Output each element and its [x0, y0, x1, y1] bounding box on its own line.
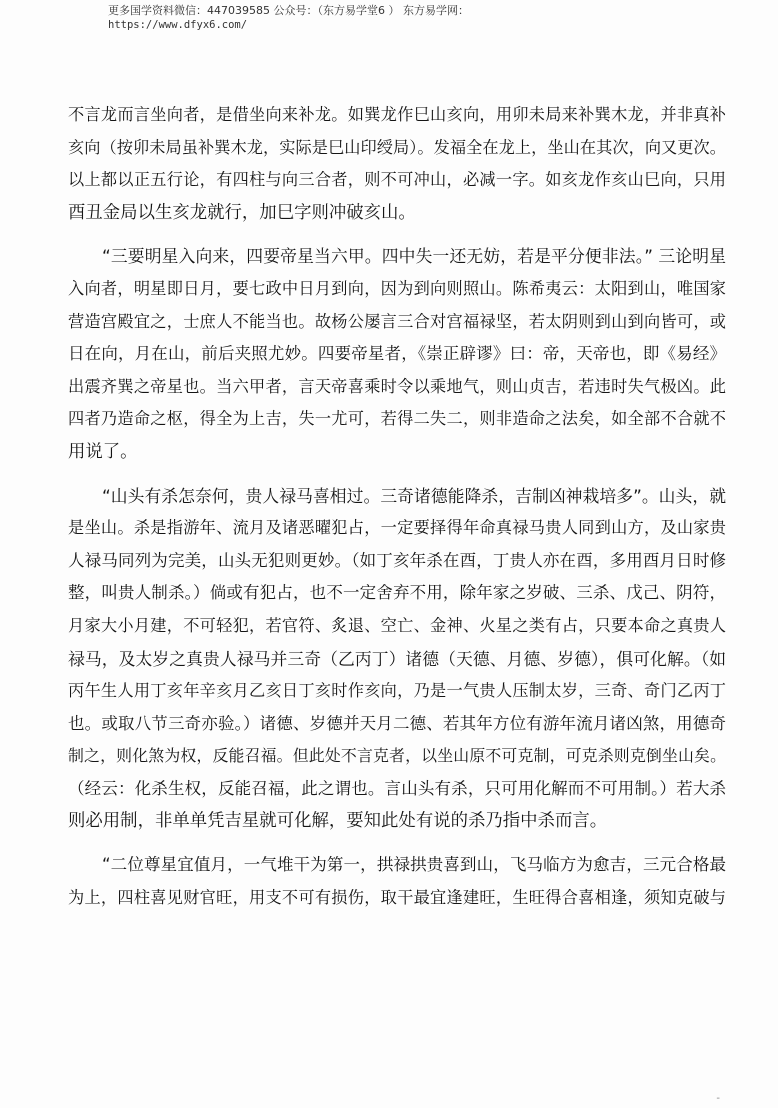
- text-line: 为上，四柱喜见财官旺，用支不可有损伤，取干最宜逢建旺，生旺得合喜相逢，须知克破与: [68, 887, 726, 907]
- paragraph: [68, 480, 726, 839]
- text-line: 月家大小月建，不可轻犯，若官符、炙退、空亡、金神、火星之类有占，只要本命之真贵人: [68, 615, 726, 635]
- text-line: 则必用制，非单单凭吉星就可化解，要知此处有说的杀乃指中杀而言。: [68, 811, 608, 832]
- text-line: 酉丑金局以生亥龙就行，加巳字则冲破亥山。: [68, 202, 416, 223]
- text-line: 丙午生人用丁亥年辛亥月乙亥日丁亥时作亥向，乃是一气贵人压制太岁，三奇、奇门乙丙丁: [68, 681, 726, 701]
- text-line: （经云：化杀生权，反能召福，此之谓也。言山头有杀，只可用化解而不可用制。）若大杀: [68, 778, 726, 798]
- text-line: “二位尊星宜值月，一气堆干为第一，拱禄拱贵喜到山，飞马临方为愈吉，三元合格最: [102, 855, 726, 875]
- text-line: 用说了。: [68, 441, 138, 462]
- text-line: 四者乃造命之枢，得全为上吉，失一尤可，若得二失二，则非造命之法矣，如全部不合就不: [68, 409, 726, 429]
- text-line: 是坐山。杀是指游年、流月及诸恶曜犯占，一定要择得年命真禄马贵人同到山方，及山家贵: [68, 518, 726, 538]
- text-line: 制之，则化煞为权，反能召福。但此处不言克者，以坐山原不可克制，可克杀则克倒坐山矣。: [68, 746, 726, 766]
- text-line: 亥向（按卯未局虽补巽木龙，实际是巳山印绶局）。发福全在龙上，坐山在其次，向又更次。: [68, 137, 726, 157]
- text-line: “三要明星入向来，四要帝星当六甲。四中失一还无妨，若是平分便非法。” 三论明星: [102, 246, 726, 267]
- text-line: 不言龙而言坐向者，是借坐向来补龙。如巽龙作巳山亥向，用卯未局来补巽木龙，并非真补: [68, 105, 726, 124]
- text-line: 人禄马同列为完美，山头无犯则更妙。（如丁亥年杀在酉，丁贵人亦在酉，多用酉月日时修: [68, 550, 726, 570]
- text-line: 出震齐巽之帝星也。当六甲者，言天帝喜乘时令以乘地气，则山贞吉，若违时失气极凶。此: [68, 376, 726, 396]
- header-contact-line: 更多国学资料微信：447039585 公众号：（东方易学堂6 ） 东方易学网：: [108, 4, 469, 17]
- page-corner-mark: -: [716, 1093, 720, 1104]
- header-url-line: https://www.dfyx6.com/: [108, 19, 248, 31]
- document-body: [68, 99, 726, 914]
- text-line: 入向者，明星即日月，要七政中日月到向，因为到向则照山。陈希夷云：太阳到山，唯国家: [68, 278, 726, 298]
- text-line: 以上都以正五行论，有四柱与向三合者，则不可冲山，必减一字。如亥龙作亥山巳向，只用: [68, 170, 726, 190]
- paragraph: [68, 99, 726, 229]
- paragraph: [68, 849, 726, 914]
- text-line: 营造宫殿宜之，士庶人不能当也。故杨公屡言三合对宫福禄坚，若太阴则到山到向皆可，或: [68, 311, 726, 331]
- text-line: 也。或取八节三奇亦验。）诸德、岁德并天月二德、若其年方位有游年流月诸凶煞，用德奇: [68, 713, 726, 733]
- paragraph: [68, 240, 726, 468]
- text-line: “山头有杀怎奈何，贵人禄马喜相过。三奇诸德能降杀，吉制凶神栽培多”。山头，就: [102, 485, 726, 506]
- text-line: 整，叫贵人制杀。）倘或有犯占，也不一定舍弃不用，除年家之岁破、三杀、戊己、阴符，: [68, 583, 726, 603]
- text-line: 禄马，及太岁之真贵人禄马并三奇（乙丙丁）诸德（天德、月德、岁德），俱可化解。（如: [68, 648, 726, 669]
- watermark-header: [108, 4, 708, 32]
- text-line: 日在向，月在山，前后夹照尤妙。四要帝星者，《崇正辟谬》曰：帝，天帝也，即《易经》: [68, 344, 726, 364]
